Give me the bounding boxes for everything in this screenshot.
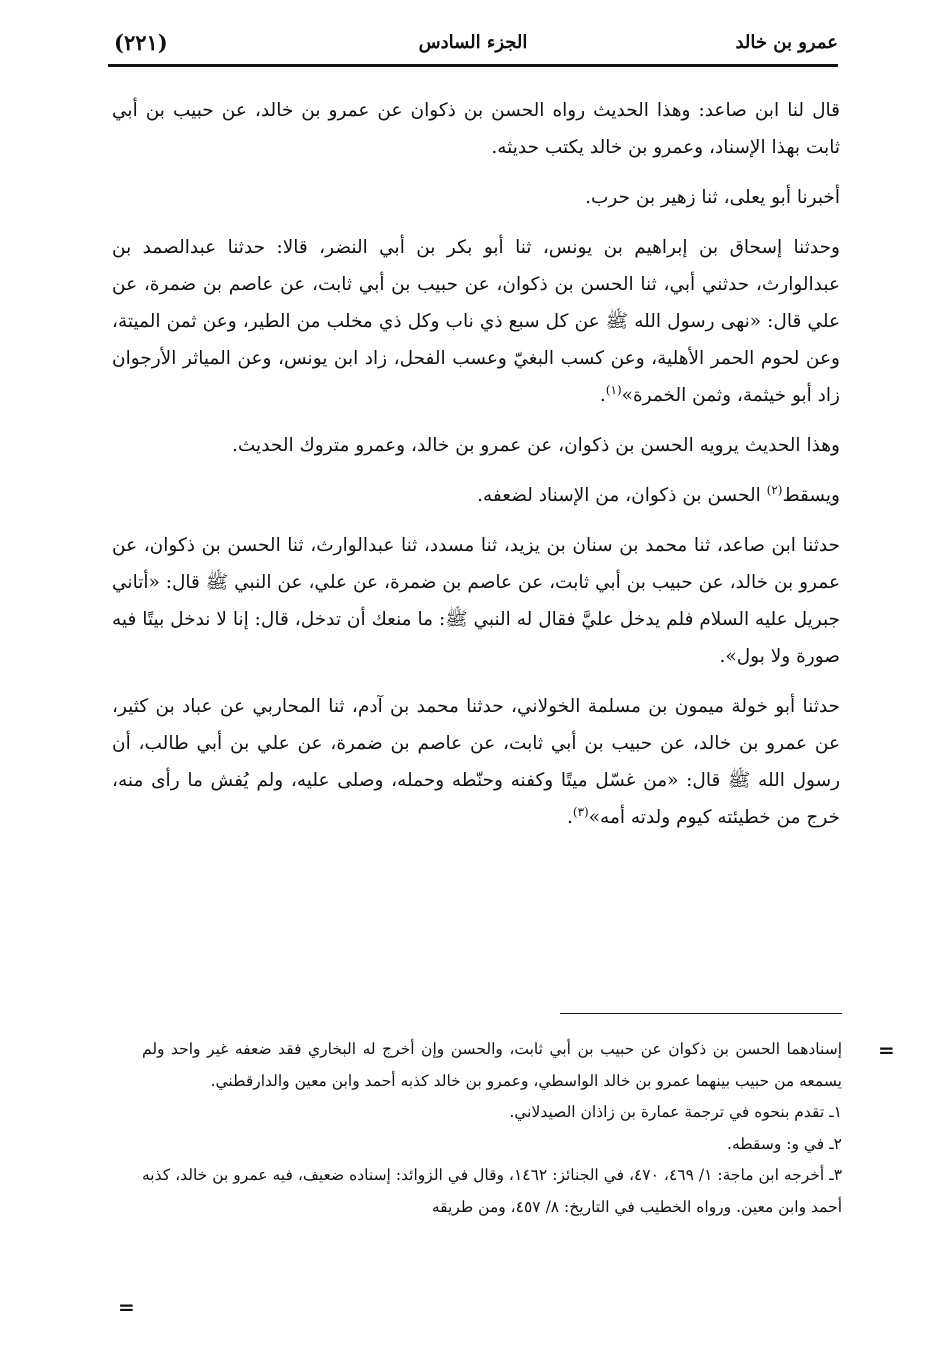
header-rule [108,64,838,67]
paragraph [112,229,840,414]
paragraph [112,477,840,514]
period: . [566,807,573,828]
paragraph: حدثنا ابن صاعد، ثنا محمد بن سنان بن يزيد، ثنا مسدد، ثنا عبدالوارث، ثنا الحسن بن ذكوان، عن عمرو بن خالد، عن حبيب بن أبي ثابت، عن عاصم بن ضمرة، عن علي، عن النبي ﷺ قال: «أتاني جبريل عليه السلام فلم يدخل عليَّ فقال له النبي ﷺ: ما منعك أن تدخل، قال: إنا لا ندخل بيتًا فيه صورة ولا بول». [112,535,840,667]
page-number: (٢٢١) [114,30,168,55]
paragraph [112,688,840,836]
paragraph: قال لنا ابن صاعد: وهذا الحديث رواه الحسن بن ذكوان عن عمرو بن خالد، عن حبيب بن أبي ثابت بهذا الإسناد، وعمرو بن خالد يكتب حديثه. [112,100,840,158]
footnotes [142,1034,842,1223]
footnote-3: ٣ـ أخرجه ابن ماجة: ١/ ٤٦٩، ٤٧٠، في الجنائز: ١٤٦٢، وقال في الزوائد: إسناده ضعيف، فيه عمرو بن خالد، كذبه أحمد وابن معين. ورواه الخطيب في التاريخ: ٨/ ٤٥٧، ومن طريقه [142,1166,843,1216]
footnote-ref: (٢) [766,482,783,497]
page-header [108,28,838,62]
paragraph: أخبرنا أبو يعلى، ثنا زهير بن حرب. [585,187,840,208]
period: . [599,385,606,406]
running-head-section: عمرو بن خالد [735,32,838,53]
paragraph-text: ويسقط [782,485,840,506]
continuation-mark: = [878,1038,895,1062]
paragraph-text: وحدثنا إسحاق بن إبراهيم بن يونس، ثنا أبو بكر بن أبي النضر، قالا: حدثنا عبدالصمد بن عبدالوارث، حدثني أبي، ثنا الحسن بن ذكوان، عن حبيب بن أبي ثابت، عن عاصم بن ضمرة، عن علي قال: «نهى رسول الله ﷺ عن كل سبع ذي ناب وكل ذي مخلب من الطير، وعن ثمن الميتة، وعن لحوم الحمر الأهلية، وعن كسب البغيّ وعسب الفحل، زاد ابن يونس، وعن المياثر الأرجوان زاد أبو خيثمة، وثمن الخمرة» [112,237,840,406]
paragraph: وهذا الحديث يرويه الحسن بن ذكوان، عن عمرو بن خالد، وعمرو متروك الحديث. [232,435,840,456]
continuation-mark-bottom: = [118,1295,135,1319]
paragraph-text: حدثنا أبو خولة ميمون بن مسلمة الخولاني، حدثنا محمد بن آدم، ثنا المحاربي عن عباد بن كثير، عن عمرو بن خالد، عن حبيب بن أبي ثابت، عن عاصم بن ضمرة، عن علي بن أبي طالب، أن رسول الله ﷺ قال: «من غسّل ميتًا وكفنه وحنّطه وحمله، وصلى عليه، ولم يُفش ما رأى منه، خرج من خطيئته كيوم ولدته أمه» [112,696,840,828]
footnote-ref: (٣) [572,804,589,819]
footnote-separator [560,1013,842,1014]
footnote-2: ٢ـ في و: وسقطه. [727,1134,842,1153]
main-text [112,92,840,849]
footnote-continuation: إسنادهما الحسن بن ذكوان عن حبيب بن أبي ثابت، والحسن وإن أخرج له البخاري فقد ضعفه غير واحد ولم يسمعه من حبيب بينهما عمرو بن خالد الواسطي، وعمرو بن خالد كذبه أحمد وابن معين والدارقطني. [142,1040,842,1090]
running-head-volume: الجزء السادس [418,32,528,53]
footnote-1: ١ـ تقدم بنحوه في ترجمة عمارة بن زاذان الصيدلاني. [509,1103,842,1121]
footnote-ref: (١) [605,382,622,397]
paragraph-text: الحسن بن ذكوان، من الإسناد لضعفه. [477,485,761,506]
